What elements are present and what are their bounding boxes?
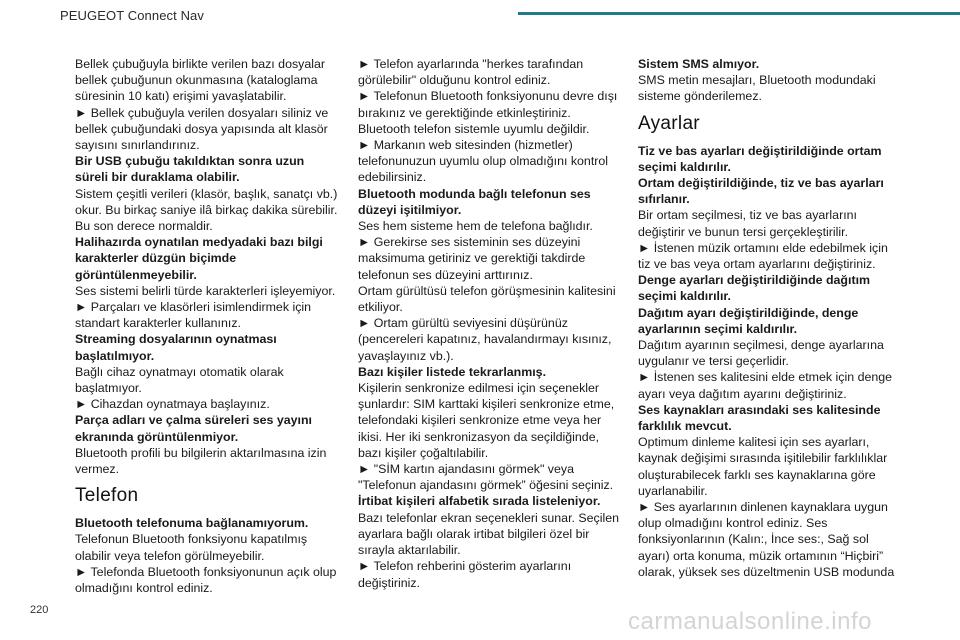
paragraph: ► Telefonun Bluetooth fonksiyonunu devre dışı bırakınız ve gerektiğinde etkinleştiriniz. [358, 89, 618, 120]
problem-heading: Dağıtım ayarı değiştirildiğinde, denge ayarlarının seçimi kaldırılır. [638, 305, 859, 336]
watermark: carmanualsonline.info [628, 608, 872, 635]
paragraph: ► "SİM kartın ajandasını görmek" veya "Telefonun ajandasını görmek” öğesini seçiniz. [358, 462, 614, 493]
paragraph: Telefonun Bluetooth fonksiyonu kapatılmış olabilir veya telefon görülmeyebilir. [75, 532, 308, 563]
paragraph: ► Cihazdan oynatmaya başlayınız. [75, 397, 270, 412]
paragraph: Bir ortam seçilmesi, tiz ve bas ayarlarını değiştirir ve bunun tersi gerçekleştirilir. [638, 208, 857, 239]
paragraph: Optimum dinleme kalitesi için ses ayarları, kaynak değişimi sırasında işitilebilir farklılıklar oluşturabilecek farklı ses kaynaklarına göre uyarlanabilir. [638, 435, 888, 498]
paragraph: ► Markanın web sitesinden (hizmetler) telefonunuzun uyumlu olup olmadığını kontrol edebilirsiniz. [358, 138, 609, 185]
problem-heading: Bluetooth modunda bağlı telefonun ses düzeyi işitilmiyor. [358, 186, 591, 217]
problem-heading: Ortam değiştirildiğinde, tiz ve bas ayarları sıfırlanır. [638, 176, 884, 207]
paragraph: ► İstenen müzik ortamını elde edebilmek için tiz ve bas veya ortam ayarlarını değiştiriniz. [638, 240, 888, 272]
paragraph: Kişilerin senkronize edilmesi için seçenekler şunlardır: SIM karttaki kişileri senkronize etme, telefondaki kişileri senkronize etme veya her ikisi. Her iki senkronizasyon da seçildiğinde, bazı kişiler çoğaltılabilir. [358, 381, 615, 460]
paragraph: ► Parçaları ve klasörleri isimlendirmek için standart karakterler kullanınız. [75, 300, 312, 331]
paragraph: ► Ortam gürültü seviyesini düşürünüz (pencereleri kapatınız, havalandırmayı kısınız, yavaşlayınız vb.). [358, 316, 612, 363]
problem-heading: Halihazırda oynatılan medyadaki bazı bilgi karakterler düzgün biçimde görüntülenmeyebilir. [75, 235, 323, 282]
paragraph: Ses sistemi belirli türde karakterleri işleyemiyor. [75, 283, 336, 298]
paragraph: Bluetooth telefon sistemle uyumlu değildir. [358, 121, 590, 136]
text-column-3 [638, 56, 902, 580]
problem-heading: Bazı kişiler listede tekrarlanmış. [358, 364, 547, 379]
paragraph: ► Telefon ayarlarında "herkes tarafından görülebilir" olduğunu kontrol ediniz. [358, 57, 584, 88]
page-number: 220 [30, 604, 49, 616]
paragraph: Sistem çeşitli verileri (klasör, başlık, sanatçı vb.) okur. Bu birkaç saniye ilâ birkaç dakika sürebilir. [75, 186, 338, 217]
paragraph: Dağıtım ayarının seçilmesi, denge ayarlarına uygulanır ve tersi geçerlidir. [638, 338, 884, 369]
text-column-2 [358, 56, 622, 591]
text-column-1 [75, 56, 339, 596]
paragraph: Bu son derece normaldir. [75, 219, 213, 234]
problem-heading: Denge ayarları değiştirildiğinde dağıtım seçimi kaldırılır. [638, 273, 871, 304]
problem-heading: Bir USB çubuğu takıldıktan sonra uzun süreli bir duraklama olabilir. [75, 154, 305, 185]
problem-heading: Streaming dosyalarının oynatması başlatılmıyor. [75, 332, 277, 363]
paragraph: Bağlı cihaz oynatmayı otomatik olarak başlatmıyor. [75, 364, 284, 396]
problem-heading: Sistem SMS almıyor. [638, 57, 760, 71]
paragraph: Bluetooth profili bu bilgilerin aktarılmasına izin vermez. [75, 445, 327, 477]
problem-heading: Bluetooth telefonuma bağlanamıyorum. [75, 516, 309, 531]
section-heading: Telefon [75, 485, 139, 507]
paragraph: ► Gerekirse ses sisteminin ses düzeyini maksimuma getiriniz ve gerektiği takdirde telefonun ses düzeyini arttırınız. [358, 235, 586, 282]
problem-heading: Parça adları ve çalma süreleri ses yayını ekranında görüntülenmiyor. [75, 413, 312, 444]
problem-heading: Ses kaynakları arasındaki ses kalitesinde farklılık mevcut. [638, 402, 881, 434]
problem-heading: İrtibat kişileri alfabetik sırada listeleniyor. [358, 494, 601, 509]
paragraph: Ses hem sisteme hem de telefona bağlıdır. [358, 219, 593, 234]
running-header-title: PEUGEOT Connect Nav [60, 8, 204, 23]
section-heading: Ayarlar [638, 112, 700, 134]
paragraph: SMS metin mesajları, Bluetooth modundaki sisteme gönderilemez. [638, 73, 876, 104]
paragraph: Ortam gürültüsü telefon görüşmesinin kalitesini etkiliyor. [358, 283, 616, 315]
paragraph: ► Bellek çubuğuyla verilen dosyaları siliniz ve bellek çubuğundaki dosya yapısında alt klasör sayısını sınırlandırınız. [75, 105, 329, 153]
header-accent-bar [518, 12, 960, 15]
paragraph: ► İstenen ses kalitesini elde etmek için denge ayarı veya dağıtım ayarını değiştiriniz. [638, 370, 893, 401]
paragraph: ► Ses ayarlarının dinlenen kaynaklara uygun olup olmadığını kontrol ediniz. Ses fonksiyonlarının (Kalın:, İnce ses:, Sağ sol ayarı) orta konuma, müzik ortamının “Hiçbiri” olarak, yüksek ses düzeltmenin USB modunda [638, 500, 895, 579]
problem-heading: Tiz ve bas ayarları değiştirildiğinde ortam seçimi kaldırılır. [638, 143, 882, 174]
paragraph: ► Telefon rehberini gösterim ayarlarını değiştiriniz. [358, 559, 572, 590]
paragraph: Bazı telefonlar ekran seçenekleri sunar. Seçilen ayarlara bağlı olarak irtibat bilgileri özel bir sırayla aktarılabilir. [358, 510, 620, 558]
paragraph: Bellek çubuğuyla birlikte verilen bazı dosyalar bellek çubuğunun okunmasına (kataloglama süresinin 10 katı) erişimi yavaşlatabilir. [75, 57, 326, 104]
paragraph: ► Telefonda Bluetooth fonksiyonunun açık olup olmadığını kontrol ediniz. [75, 564, 337, 596]
